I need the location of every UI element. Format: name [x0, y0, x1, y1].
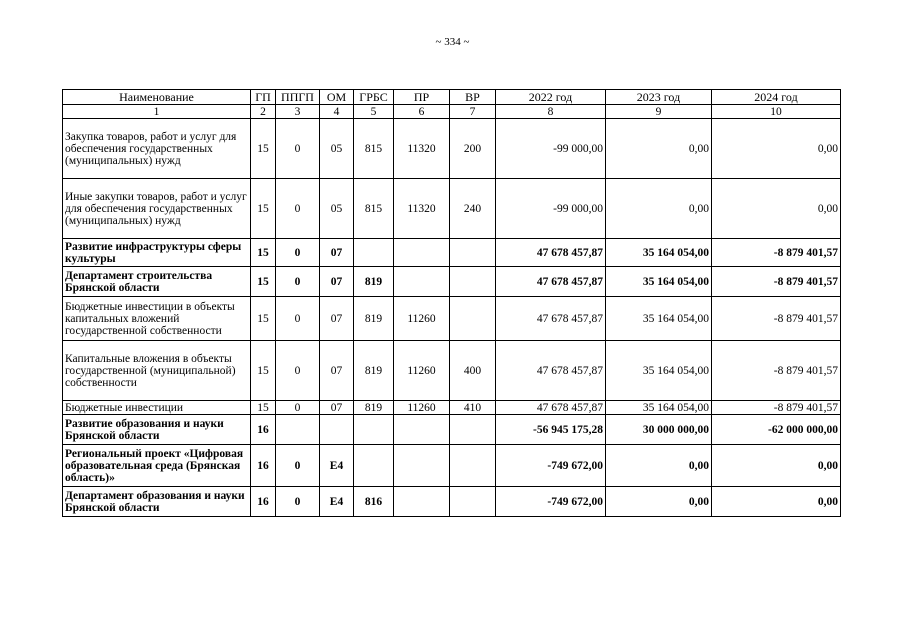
column-header: ОМ [320, 90, 354, 105]
cell-om: Е4 [320, 445, 354, 487]
cell-2023: 35 164 054,00 [606, 267, 712, 297]
cell-2023: 0,00 [606, 119, 712, 179]
cell-2023: 0,00 [606, 445, 712, 487]
cell-ppgp [276, 415, 320, 445]
column-number: 5 [354, 105, 394, 119]
cell-grbs: 819 [354, 297, 394, 341]
cell-2022: 47 678 457,87 [496, 267, 606, 297]
cell-pr: 11320 [394, 179, 450, 239]
cell-om: 07 [320, 341, 354, 401]
cell-2023: 35 164 054,00 [606, 401, 712, 415]
cell-2022: 47 678 457,87 [496, 297, 606, 341]
cell-gp: 15 [251, 239, 276, 267]
cell-gp: 15 [251, 119, 276, 179]
table-row [63, 415, 841, 445]
cell-om: 07 [320, 401, 354, 415]
cell-gp: 16 [251, 415, 276, 445]
cell-vr [450, 445, 496, 487]
cell-om: 07 [320, 239, 354, 267]
cell-grbs: 815 [354, 179, 394, 239]
row-name: Департамент образования и науки Брянской области [63, 487, 251, 517]
cell-2022: -99 000,00 [496, 119, 606, 179]
cell-ppgp: 0 [276, 239, 320, 267]
cell-grbs: 819 [354, 341, 394, 401]
row-name: Иные закупки товаров, работ и услуг для обеспечения государственных (муниципальных) нужд [63, 179, 251, 239]
table-row [63, 239, 841, 267]
cell-pr [394, 415, 450, 445]
cell-pr: 11320 [394, 119, 450, 179]
table-body [63, 119, 841, 517]
cell-om: 07 [320, 267, 354, 297]
cell-gp: 15 [251, 297, 276, 341]
cell-ppgp: 0 [276, 341, 320, 401]
cell-2024: -8 879 401,57 [712, 267, 841, 297]
cell-grbs [354, 445, 394, 487]
cell-gp: 16 [251, 487, 276, 517]
column-number: 3 [276, 105, 320, 119]
cell-pr [394, 445, 450, 487]
row-name: Департамент строительства Брянской области [63, 267, 251, 297]
cell-vr: 400 [450, 341, 496, 401]
cell-2022: -749 672,00 [496, 445, 606, 487]
column-header: 2022 год [496, 90, 606, 105]
cell-gp: 15 [251, 267, 276, 297]
cell-om: 05 [320, 179, 354, 239]
table-row [63, 297, 841, 341]
cell-grbs [354, 239, 394, 267]
column-header: ППГП [276, 90, 320, 105]
cell-2022: -99 000,00 [496, 179, 606, 239]
cell-2023: 35 164 054,00 [606, 297, 712, 341]
column-number-row [63, 105, 841, 119]
column-header: ВР [450, 90, 496, 105]
cell-2022: 47 678 457,87 [496, 401, 606, 415]
column-number: 8 [496, 105, 606, 119]
cell-2024: 0,00 [712, 445, 841, 487]
cell-vr [450, 415, 496, 445]
cell-vr [450, 487, 496, 517]
table-row [63, 401, 841, 415]
column-header: 2024 год [712, 90, 841, 105]
cell-vr [450, 239, 496, 267]
page-number: ~ 334 ~ [435, 36, 470, 48]
column-number: 10 [712, 105, 841, 119]
cell-ppgp: 0 [276, 487, 320, 517]
row-name: Бюджетные инвестиции [63, 401, 251, 415]
cell-vr [450, 267, 496, 297]
cell-ppgp: 0 [276, 119, 320, 179]
row-name: Развитие образования и науки Брянской области [63, 415, 251, 445]
cell-2024: -8 879 401,57 [712, 401, 841, 415]
table-row [63, 179, 841, 239]
cell-2022: -56 945 175,28 [496, 415, 606, 445]
column-number: 1 [63, 105, 251, 119]
column-header: ГРБС [354, 90, 394, 105]
cell-om: Е4 [320, 487, 354, 517]
table-row [63, 487, 841, 517]
cell-2023: 0,00 [606, 487, 712, 517]
table-row [63, 119, 841, 179]
cell-gp: 15 [251, 401, 276, 415]
cell-vr: 410 [450, 401, 496, 415]
cell-2024: 0,00 [712, 119, 841, 179]
cell-2024: -62 000 000,00 [712, 415, 841, 445]
cell-2022: 47 678 457,87 [496, 341, 606, 401]
column-number: 2 [251, 105, 276, 119]
cell-gp: 15 [251, 341, 276, 401]
cell-om [320, 415, 354, 445]
cell-2024: 0,00 [712, 487, 841, 517]
cell-pr: 11260 [394, 297, 450, 341]
column-number: 6 [394, 105, 450, 119]
row-name: Капитальные вложения в объекты государственной (муниципальной) собственности [63, 341, 251, 401]
cell-2024: -8 879 401,57 [712, 297, 841, 341]
column-number: 7 [450, 105, 496, 119]
cell-2022: 47 678 457,87 [496, 239, 606, 267]
row-name: Закупка товаров, работ и услуг для обеспечения государственных (муниципальных) нужд [63, 119, 251, 179]
cell-2023: 30 000 000,00 [606, 415, 712, 445]
cell-ppgp: 0 [276, 401, 320, 415]
column-header: ГП [251, 90, 276, 105]
cell-ppgp: 0 [276, 267, 320, 297]
cell-vr: 200 [450, 119, 496, 179]
cell-grbs: 815 [354, 119, 394, 179]
cell-2024: -8 879 401,57 [712, 341, 841, 401]
column-header: 2023 год [606, 90, 712, 105]
table-row [63, 445, 841, 487]
cell-gp: 16 [251, 445, 276, 487]
row-name: Бюджетные инвестиции в объекты капитальных вложений государственной собственности [63, 297, 251, 341]
table-row [63, 267, 841, 297]
cell-grbs: 816 [354, 487, 394, 517]
cell-vr: 240 [450, 179, 496, 239]
cell-gp: 15 [251, 179, 276, 239]
cell-2023: 35 164 054,00 [606, 239, 712, 267]
cell-2023: 35 164 054,00 [606, 341, 712, 401]
row-name: Региональный проект «Цифровая образовательная среда (Брянская область)» [63, 445, 251, 487]
cell-pr [394, 487, 450, 517]
column-number: 4 [320, 105, 354, 119]
cell-grbs [354, 415, 394, 445]
cell-ppgp: 0 [276, 179, 320, 239]
cell-2024: 0,00 [712, 179, 841, 239]
budget-table [62, 89, 841, 517]
cell-pr [394, 239, 450, 267]
cell-pr: 11260 [394, 401, 450, 415]
column-header: Наименование [63, 90, 251, 105]
cell-2022: -749 672,00 [496, 487, 606, 517]
table-row [63, 341, 841, 401]
cell-vr [450, 297, 496, 341]
table-header-row [63, 90, 841, 105]
column-header: ПР [394, 90, 450, 105]
cell-pr: 11260 [394, 341, 450, 401]
cell-grbs: 819 [354, 267, 394, 297]
cell-pr [394, 267, 450, 297]
cell-2023: 0,00 [606, 179, 712, 239]
cell-om: 07 [320, 297, 354, 341]
cell-om: 05 [320, 119, 354, 179]
cell-2024: -8 879 401,57 [712, 239, 841, 267]
column-number: 9 [606, 105, 712, 119]
cell-grbs: 819 [354, 401, 394, 415]
cell-ppgp: 0 [276, 445, 320, 487]
row-name: Развитие инфраструктуры сферы культуры [63, 239, 251, 267]
cell-ppgp: 0 [276, 297, 320, 341]
